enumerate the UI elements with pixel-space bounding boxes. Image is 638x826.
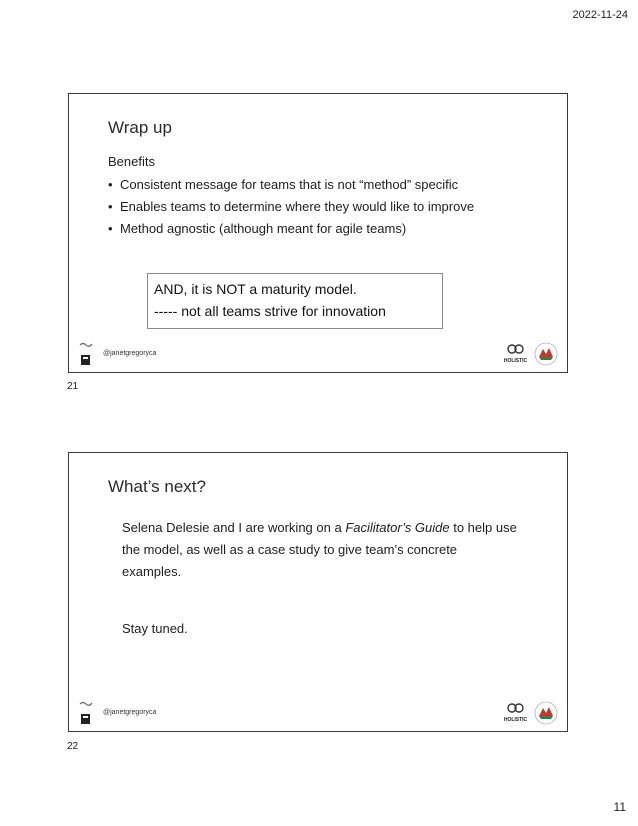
page-number: 11 [613,800,626,814]
callout-box [147,273,443,329]
list-item: • Enables teams to determine where they would like to improve [108,199,475,214]
holistic-testing-logo-icon [501,341,559,367]
slide-number: 21 [67,381,79,392]
slide-title: Wrap up [108,118,172,137]
logo-text: HOLISTIC [503,717,528,723]
slide-body: Selena Delesie and I are working on a Facilitator’s Guide to help use the model, as well as a case study to give team’s concrete examples. [122,520,517,579]
slide-number: 22 [67,741,79,752]
bullet-list [108,174,474,240]
footer-handle: @janetgregoryca [103,350,157,357]
author-logo-icon [77,700,95,726]
holistic-testing-logo-icon [501,700,559,726]
slide-title: What’s next? [108,477,206,496]
footer-handle: @janetgregoryca [103,709,157,716]
author-logo-icon [77,341,95,367]
slide-subheading: Benefits [108,154,155,169]
callout-line: AND, it is NOT a maturity model. [154,281,357,297]
logo-text: HOLISTIC [503,358,528,364]
list-item: • Method agnostic (although meant for agile teams) [108,221,407,236]
page-date: 2022-11-24 [572,9,628,21]
slide-21 [68,93,568,373]
callout-line: ----- not all teams strive for innovation [154,303,386,319]
list-item: • Consistent message for teams that is not “method” specific [108,177,459,192]
closing-text: Stay tuned. [122,621,188,636]
slide-22 [68,452,568,732]
